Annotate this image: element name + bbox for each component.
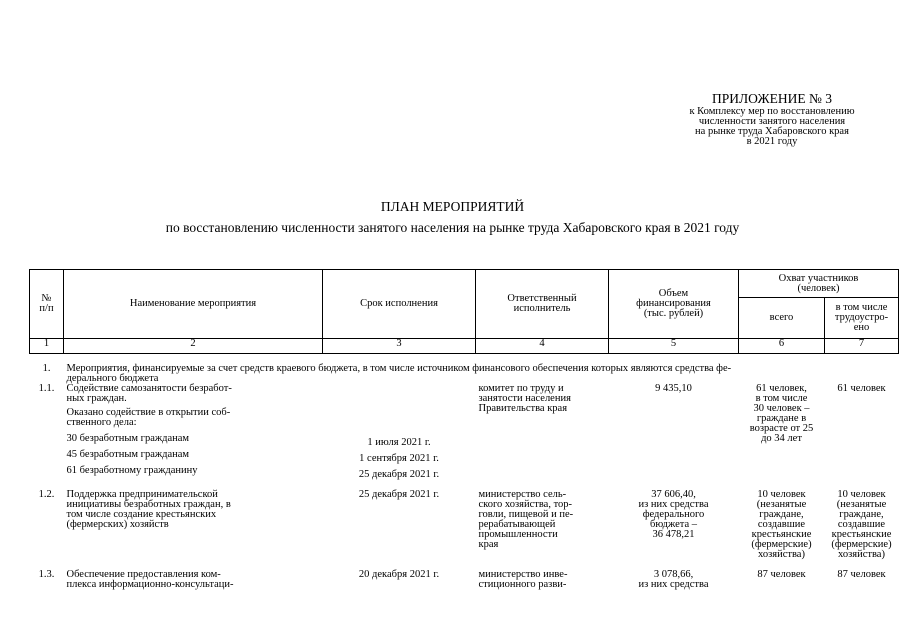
- plan-table: [29, 269, 899, 590]
- row-name-line: плекса информационно-консультаци-: [66, 579, 234, 590]
- header-coverage-line: (человек): [797, 282, 840, 294]
- row-responsible-line: министерство сель-: [478, 489, 567, 500]
- row-responsible-line: говли, пищевой и пе-: [478, 509, 574, 520]
- row-total-line: 30 человек –: [753, 403, 810, 414]
- row-total-line: 61 человек,: [756, 383, 807, 394]
- column-number: 2: [64, 339, 323, 354]
- row-responsible: [476, 570, 609, 590]
- row-responsible: [476, 490, 609, 560]
- row-num: 1.: [42, 363, 51, 374]
- row-name-line: ных граждан.: [66, 393, 127, 404]
- row-total: [739, 384, 825, 480]
- row-deadline: 20 декабря 2021 г.: [358, 569, 440, 580]
- header-num-line: п/п: [39, 303, 54, 314]
- row-employed-line: создавшие: [837, 519, 886, 530]
- column-number: 6: [739, 339, 825, 354]
- row-employed-line: хозяйства): [838, 549, 885, 560]
- row-responsible-line: министерство инве-: [478, 569, 568, 580]
- row-num: 1.2.: [38, 489, 55, 500]
- row-responsible-line: занятости населения: [478, 393, 571, 404]
- row-funding-line: 3 078,66,: [653, 569, 694, 580]
- section-title: [64, 364, 899, 384]
- header-funding-line: финансирования: [636, 298, 711, 309]
- row-employed-line: (фермерские): [831, 539, 892, 550]
- row-total-line: хозяйства): [758, 549, 805, 560]
- header-coverage-line: Охват участников: [778, 272, 859, 284]
- table-row: [30, 384, 899, 480]
- appendix-line: в 2021 году: [746, 136, 798, 147]
- row-funding-line: из них средства: [638, 499, 709, 510]
- row-total-line: создавшие: [757, 519, 806, 530]
- row-total-line: (фермерские): [751, 539, 812, 550]
- column-numbers-row: [30, 339, 899, 354]
- header-funding-line: Объем: [658, 288, 689, 299]
- header-deadline: Срок исполнения: [323, 270, 476, 339]
- row-total-line: крестьянские: [751, 529, 812, 540]
- row-employed: 61 человек: [837, 383, 886, 394]
- column-number: 1: [30, 339, 64, 354]
- item-date: 25 декабря 2021 г.: [358, 469, 440, 480]
- row-responsible-line: комитет по труду и: [478, 383, 564, 394]
- appendix-line: на рынке труда Хабаровского края: [695, 126, 849, 137]
- row-responsible-line: промышленности: [478, 529, 558, 540]
- row-name: [64, 570, 323, 590]
- header-employed-line: трудоустро-: [834, 312, 889, 323]
- row-name-line: (фермерских) хозяйств: [66, 519, 169, 530]
- row-name-line: Обеспечение предоставления ком-: [66, 569, 221, 580]
- header-responsible-line: исполнитель: [513, 303, 571, 314]
- row-responsible-line: Правительства края: [478, 403, 568, 414]
- section-title-line: Мероприятия, финансируемые за счет средств краевого бюджета, в том числе источником финансового обеспечения которых являются средства фе-: [66, 363, 732, 374]
- row-employed: 87 человек: [837, 569, 886, 580]
- row-employed-line: граждане,: [839, 509, 884, 520]
- row-deadline: 25 декабря 2021 г.: [358, 489, 440, 500]
- row-name-line: ственного дела:: [66, 417, 137, 428]
- item-label: 45 безработным гражданам: [66, 449, 190, 460]
- appendix-line: к Комплексу мер по восстановлению: [689, 106, 855, 117]
- item-date: 1 сентября 2021 г.: [359, 453, 439, 464]
- row-num: 1.1.: [38, 383, 55, 394]
- row-total-line: граждане,: [759, 509, 804, 520]
- item-label: 30 безработным гражданам: [66, 433, 190, 444]
- plan-subtitle: по восстановлению численности занятого населения на рынке труда Хабаровского края в 2021 году: [165, 220, 740, 235]
- row-responsible-line: стиционного разви-: [478, 579, 567, 590]
- header-num: [30, 270, 64, 339]
- row-deadline: [323, 384, 476, 480]
- row-total-line: (незанятые: [756, 499, 807, 510]
- row-employed: [825, 490, 899, 560]
- row-name-line: Содействие самозанятости безработ-: [66, 383, 232, 394]
- header-funding-line: (тыс. рублей): [643, 308, 704, 319]
- item-date: 1 июля 2021 г.: [367, 437, 431, 448]
- row-funding-line: 37 606,40,: [651, 489, 696, 500]
- row-name-line: инициативы безработных граждан, в: [66, 499, 231, 510]
- row-funding: 9 435,10: [655, 383, 692, 394]
- row-funding-line: 36 478,21: [652, 529, 695, 540]
- row-name: [64, 490, 323, 560]
- header-employed-line: ено: [853, 322, 870, 333]
- row-responsible-line: края: [478, 539, 499, 550]
- appendix-title: ПРИЛОЖЕНИЕ № 3: [711, 91, 833, 106]
- row-total-line: 10 человек: [757, 489, 806, 500]
- table-row: [30, 490, 899, 560]
- row-funding: [609, 570, 739, 590]
- plan-title: ПЛАН МЕРОПРИЯТИЙ: [380, 199, 525, 214]
- header-employed-line: в том числе: [835, 302, 888, 313]
- column-number: 5: [609, 339, 739, 354]
- row-employed-line: крестьянские: [831, 529, 892, 540]
- row-funding-line: бюджета –: [649, 519, 698, 530]
- row-responsible-line: рерабатывающей: [478, 519, 556, 530]
- header-funding: [609, 270, 739, 339]
- row-employed-line: (незанятые: [836, 499, 887, 510]
- row-funding-line: из них средства: [638, 579, 709, 590]
- row-name: [64, 384, 323, 480]
- row-num: 1.3.: [38, 569, 55, 580]
- row-responsible: [476, 384, 609, 480]
- row-total-line: до 34 лет: [761, 433, 802, 444]
- appendix-block: [640, 92, 904, 147]
- row-total: [739, 490, 825, 560]
- row-responsible-line: ского хозяйства, тор-: [478, 499, 573, 510]
- header-responsible-line: Ответственный: [507, 293, 577, 304]
- header-employed: [825, 298, 899, 339]
- column-number: 3: [323, 339, 476, 354]
- table-row: [30, 570, 899, 590]
- header-responsible: [476, 270, 609, 339]
- row-total: 87 человек: [757, 569, 806, 580]
- header-name: Наименование мероприятия: [64, 270, 323, 339]
- section-row: [30, 364, 899, 384]
- header-total: всего: [739, 298, 825, 339]
- row-total-line: граждане в: [756, 413, 807, 424]
- row-employed-line: 10 человек: [837, 489, 886, 500]
- column-number: 7: [825, 339, 899, 354]
- section-title-line: дерального бюджета: [66, 373, 159, 384]
- column-number: 4: [476, 339, 609, 354]
- row-name-line: Поддержка предпринимательской: [66, 489, 218, 500]
- row-total-line: в том числе: [755, 393, 808, 404]
- row-name-line: Оказано содействие в открытии соб-: [66, 407, 231, 418]
- row-funding: [609, 490, 739, 560]
- row-name-line: том числе создание крестьянских: [66, 509, 217, 520]
- row-total-line: возрасте от 25: [749, 423, 814, 434]
- row-funding-line: федерального: [642, 509, 705, 520]
- item-label: 61 безработному гражданину: [66, 465, 198, 476]
- appendix-line: численности занятого населения: [698, 116, 846, 127]
- header-coverage: [739, 270, 899, 298]
- header-num-line: №: [41, 293, 52, 304]
